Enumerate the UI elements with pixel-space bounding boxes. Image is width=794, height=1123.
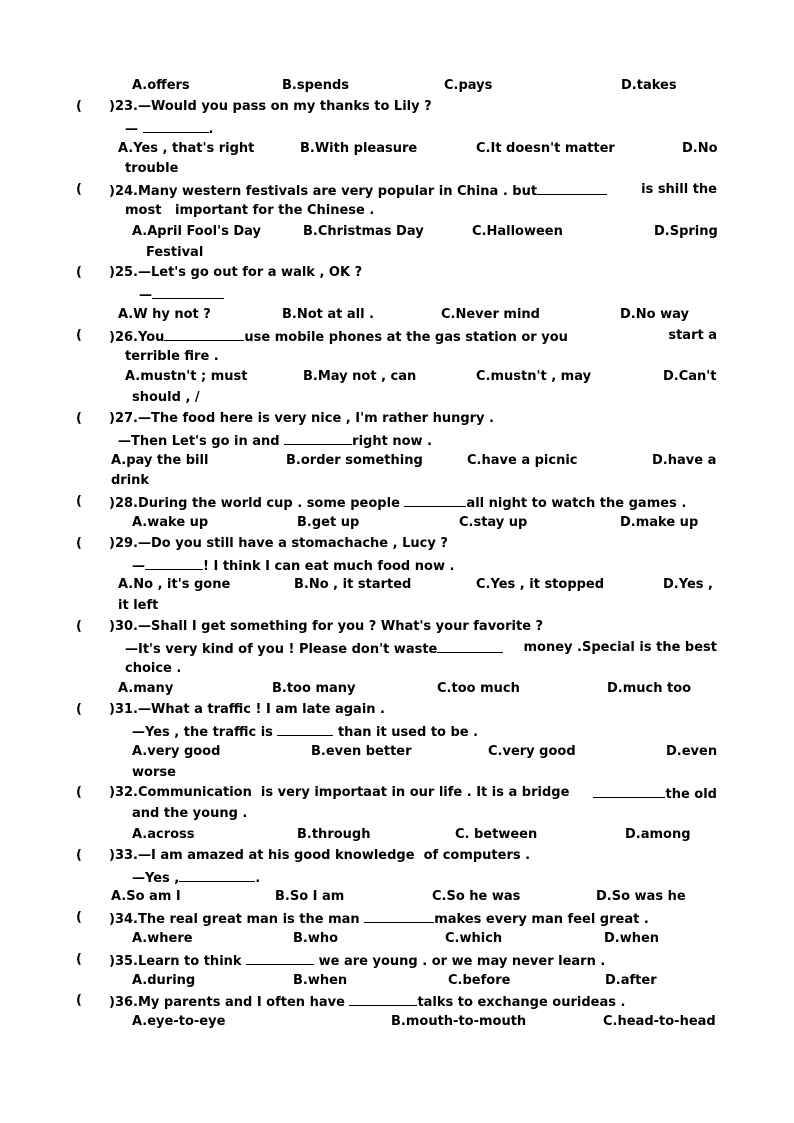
q35-option-a: A.during	[132, 973, 196, 988]
q26-option-b: B.May not , can	[303, 369, 417, 384]
q30-option-c: C.too much	[437, 681, 520, 696]
q23-option-c: C.It doesn't matter	[476, 141, 615, 156]
q31-blank	[277, 723, 333, 736]
q30-reply-cont: choice .	[125, 661, 182, 676]
q32-option-b: B.through	[297, 827, 371, 842]
q22-option-d: D.takes	[621, 78, 677, 93]
q32-option-c: C. between	[455, 827, 538, 842]
q25-stem: )25.—Let's go out for a walk , OK ?	[109, 265, 363, 280]
q36-stem: )36.My parents and I often have talks to exchange ourideas .	[109, 995, 626, 1010]
q24-option-b: B.Christmas Day	[303, 224, 424, 239]
q33-blank	[179, 869, 255, 882]
q33-paren: (	[76, 848, 82, 863]
q33-option-a: A.So am I	[111, 889, 181, 904]
q29-option-d-cont: it left	[118, 598, 159, 613]
q26-stem-cont: terrible fire .	[125, 349, 219, 364]
q30-blank	[437, 640, 503, 653]
q27-option-c: C.have a picnic	[467, 453, 578, 468]
q32-stem-cont: and the young .	[132, 806, 248, 821]
q28-option-a: A.wake up	[132, 515, 209, 530]
q26-option-a: A.mustn't ; must	[125, 369, 248, 384]
q36-option-b: B.mouth-to-mouth	[391, 1014, 527, 1029]
q35-option-c: C.before	[448, 973, 511, 988]
q29-paren: (	[76, 536, 82, 551]
q27-option-d: D.have a	[652, 453, 717, 468]
q32-stem: )32.Communication is very importaat in our life . It is a bridge the old	[109, 785, 717, 802]
q25-option-b: B.Not at all .	[282, 307, 375, 322]
q26-option-c: C.mustn't , may	[476, 369, 592, 384]
q36-blank	[349, 993, 417, 1006]
q27-reply: —Then Let's go in and right now .	[118, 434, 432, 449]
q31-paren: (	[76, 702, 82, 717]
q31-stem: )31.—What a traffic ! I am late again .	[109, 702, 385, 717]
q23-option-d: D.No	[682, 141, 718, 156]
q34-option-a: A.where	[132, 931, 193, 946]
q31-option-a: A.very good	[132, 744, 221, 759]
q34-paren: (	[76, 910, 82, 925]
q26-option-d-cont: should , /	[132, 390, 200, 405]
q32-blank	[593, 785, 665, 798]
q24-stem: )24.Many western festivals are very popular in China . but is shill the	[109, 182, 717, 199]
q26-option-d: D.Can't	[663, 369, 717, 384]
q30-paren: (	[76, 619, 82, 634]
q24-option-c: C.Halloween	[472, 224, 563, 239]
q30-option-b: B.too many	[272, 681, 356, 696]
q28-blank	[404, 494, 466, 507]
q24-blank	[537, 182, 607, 195]
q22-option-c: C.pays	[444, 78, 493, 93]
q33-option-c: C.So he was	[432, 889, 521, 904]
q32-paren: (	[76, 785, 82, 800]
q31-option-d-cont: worse	[132, 765, 176, 780]
q29-stem: )29.—Do you still have a stomachache , Lucy ?	[109, 536, 448, 551]
q22-option-b: B.spends	[282, 78, 350, 93]
q29-option-a: A.No , it's gone	[118, 577, 231, 592]
q36-option-a: A.eye-to-eye	[132, 1014, 226, 1029]
q26-paren: (	[76, 328, 82, 343]
q36-paren: (	[76, 993, 82, 1008]
q28-paren: (	[76, 494, 82, 509]
q28-stem: )28.During the world cup . some people all night to watch the games .	[109, 496, 687, 511]
q31-reply: —Yes , the traffic is than it used to be .	[132, 725, 479, 740]
q25-option-c: C.Never mind	[441, 307, 540, 322]
q27-paren: (	[76, 411, 82, 426]
q35-option-d: D.after	[605, 973, 657, 988]
q27-blank	[284, 432, 352, 445]
q28-option-b: B.get up	[297, 515, 360, 530]
q22-option-a: A.offers	[132, 78, 190, 93]
q31-option-b: B.even better	[311, 744, 412, 759]
q30-stem: )30.—Shall I get something for you ? What's your favorite ?	[109, 619, 544, 634]
q24-stem-cont: most important for the Chinese .	[125, 203, 375, 218]
q33-reply: —Yes , .	[132, 871, 261, 886]
q35-blank	[246, 952, 314, 965]
q30-reply: —It's very kind of you ! Please don't waste money .Special is the best	[125, 640, 717, 657]
q33-option-b: B.So I am	[275, 889, 345, 904]
q32-option-d: D.among	[625, 827, 691, 842]
q29-blank	[145, 557, 203, 570]
q34-stem: )34.The real great man is the man makes every man feel great .	[109, 912, 649, 927]
q32-option-a: A.across	[132, 827, 195, 842]
q26-blank	[164, 328, 244, 341]
q29-option-d: D.Yes ,	[663, 577, 713, 592]
q35-paren: (	[76, 952, 82, 967]
q29-option-c: C.Yes , it stopped	[476, 577, 605, 592]
q29-option-b: B.No , it started	[294, 577, 412, 592]
q34-option-b: B.who	[293, 931, 339, 946]
q25-option-a: A.W hy not ?	[118, 307, 211, 322]
q23-blank	[143, 120, 209, 133]
q23-stem: )23.—Would you pass on my thanks to Lily ?	[109, 99, 432, 114]
q24-option-d-cont: Festival	[146, 245, 204, 260]
q23-option-b: B.With pleasure	[300, 141, 418, 156]
q35-option-b: B.when	[293, 973, 348, 988]
q33-stem: )33.—I am amazed at his good knowledge of computers .	[109, 848, 531, 863]
q25-blank	[152, 286, 224, 299]
q25-option-d: D.No way	[620, 307, 689, 322]
q27-option-b: B.order something	[286, 453, 423, 468]
q23-option-a: A.Yes , that's right	[118, 141, 255, 156]
q23-reply: — .	[125, 122, 214, 137]
q34-option-d: D.when	[604, 931, 660, 946]
q31-option-d: D.even	[666, 744, 718, 759]
q26-stem: )26.You use mobile phones at the gas station or you start a	[109, 328, 717, 345]
q25-reply: —	[139, 286, 224, 304]
q30-option-d: D.much too	[607, 681, 692, 696]
q24-option-d: D.Spring	[654, 224, 718, 239]
q23-option-d-cont: trouble	[125, 161, 179, 176]
q27-option-d-cont: drink	[111, 473, 150, 488]
q35-stem: )35.Learn to think we are young . or we may never learn .	[109, 954, 606, 969]
q36-option-c: C.head-to-head	[603, 1014, 716, 1029]
q29-reply: — ! I think I can eat much food now .	[132, 559, 455, 574]
q24-paren: (	[76, 182, 82, 197]
q28-option-c: C.stay up	[459, 515, 528, 530]
q27-option-a: A.pay the bill	[111, 453, 209, 468]
q34-option-c: C.which	[445, 931, 503, 946]
q27-stem: )27.—The food here is very nice , I'm rather hungry .	[109, 411, 494, 426]
q33-option-d: D.So was he	[596, 889, 686, 904]
q28-option-d: D.make up	[620, 515, 699, 530]
q31-option-c: C.very good	[488, 744, 576, 759]
q24-option-a: A.April Fool's Day	[132, 224, 262, 239]
q25-paren: (	[76, 265, 82, 280]
q30-option-a: A.many	[118, 681, 174, 696]
q34-blank	[364, 910, 434, 923]
q23-paren: (	[76, 99, 82, 114]
